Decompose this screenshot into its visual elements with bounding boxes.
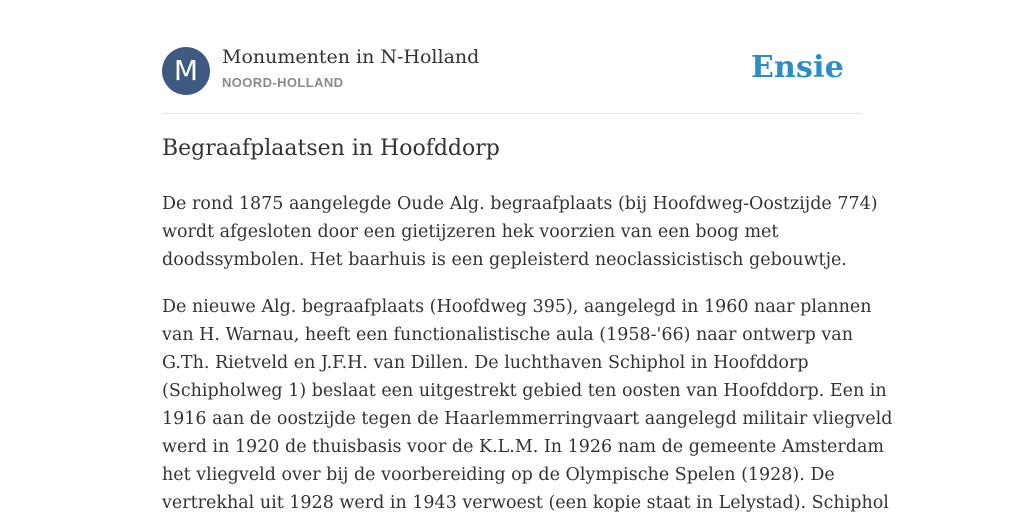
source-header [162,46,862,96]
paragraph-line: werd in 1920 de thuisbasis voor de K.L.M. In 1926 nam de gemeente Amsterdam [162,437,885,457]
paragraph-line: G.Th. Rietveld en J.F.H. van Dillen. De luchthaven Schiphol in Hoofddorp [162,353,809,373]
header-divider [162,113,862,114]
paragraph-line: doodssymbolen. Het baarhuis is een gepleisterd neoclassicistisch gebouwtje. [162,250,847,270]
paragraph-line: De rond 1875 aangelegde Oude Alg. begraafplaats (bij Hoofdweg-Oostzijde 774) [162,194,878,214]
article-paragraph-2 [162,293,893,512]
source-subtitle: NOORD-HOLLAND [222,75,344,90]
source-title[interactable]: Monumenten in N-Holland [222,46,480,68]
paragraph-line: het vliegveld over bij de voorbereiding op de Olympische Spelen (1928). De [162,465,835,485]
ensie-logo[interactable]: Ensie [750,50,844,85]
source-avatar[interactable]: M [162,47,210,95]
paragraph-line: vertrekhal uit 1928 werd in 1943 verwoest (een kopie staat in Lelystad). Schiphol [162,493,889,512]
paragraph-line: (Schipholweg 1) beslaat een uitgestrekt gebied ten oosten van Hoofddorp. Een in [162,381,887,401]
paragraph-line: De nieuwe Alg. begraafplaats (Hoofdweg 395), aangelegd in 1960 naar plannen [162,297,872,317]
article-paragraph-1 [162,190,878,274]
paragraph-line: van H. Warnau, heeft een functionalistische aula (1958-'66) naar ontwerp van [162,325,853,345]
paragraph-line: wordt afgesloten door een gietijzeren hek voorzien van een boog met [162,222,779,242]
paragraph-line: 1916 aan de oostzijde tegen de Haarlemmerringvaart aangelegd militair vliegveld [162,409,893,429]
article-title: Begraafplaatsen in Hoofddorp [162,136,500,161]
